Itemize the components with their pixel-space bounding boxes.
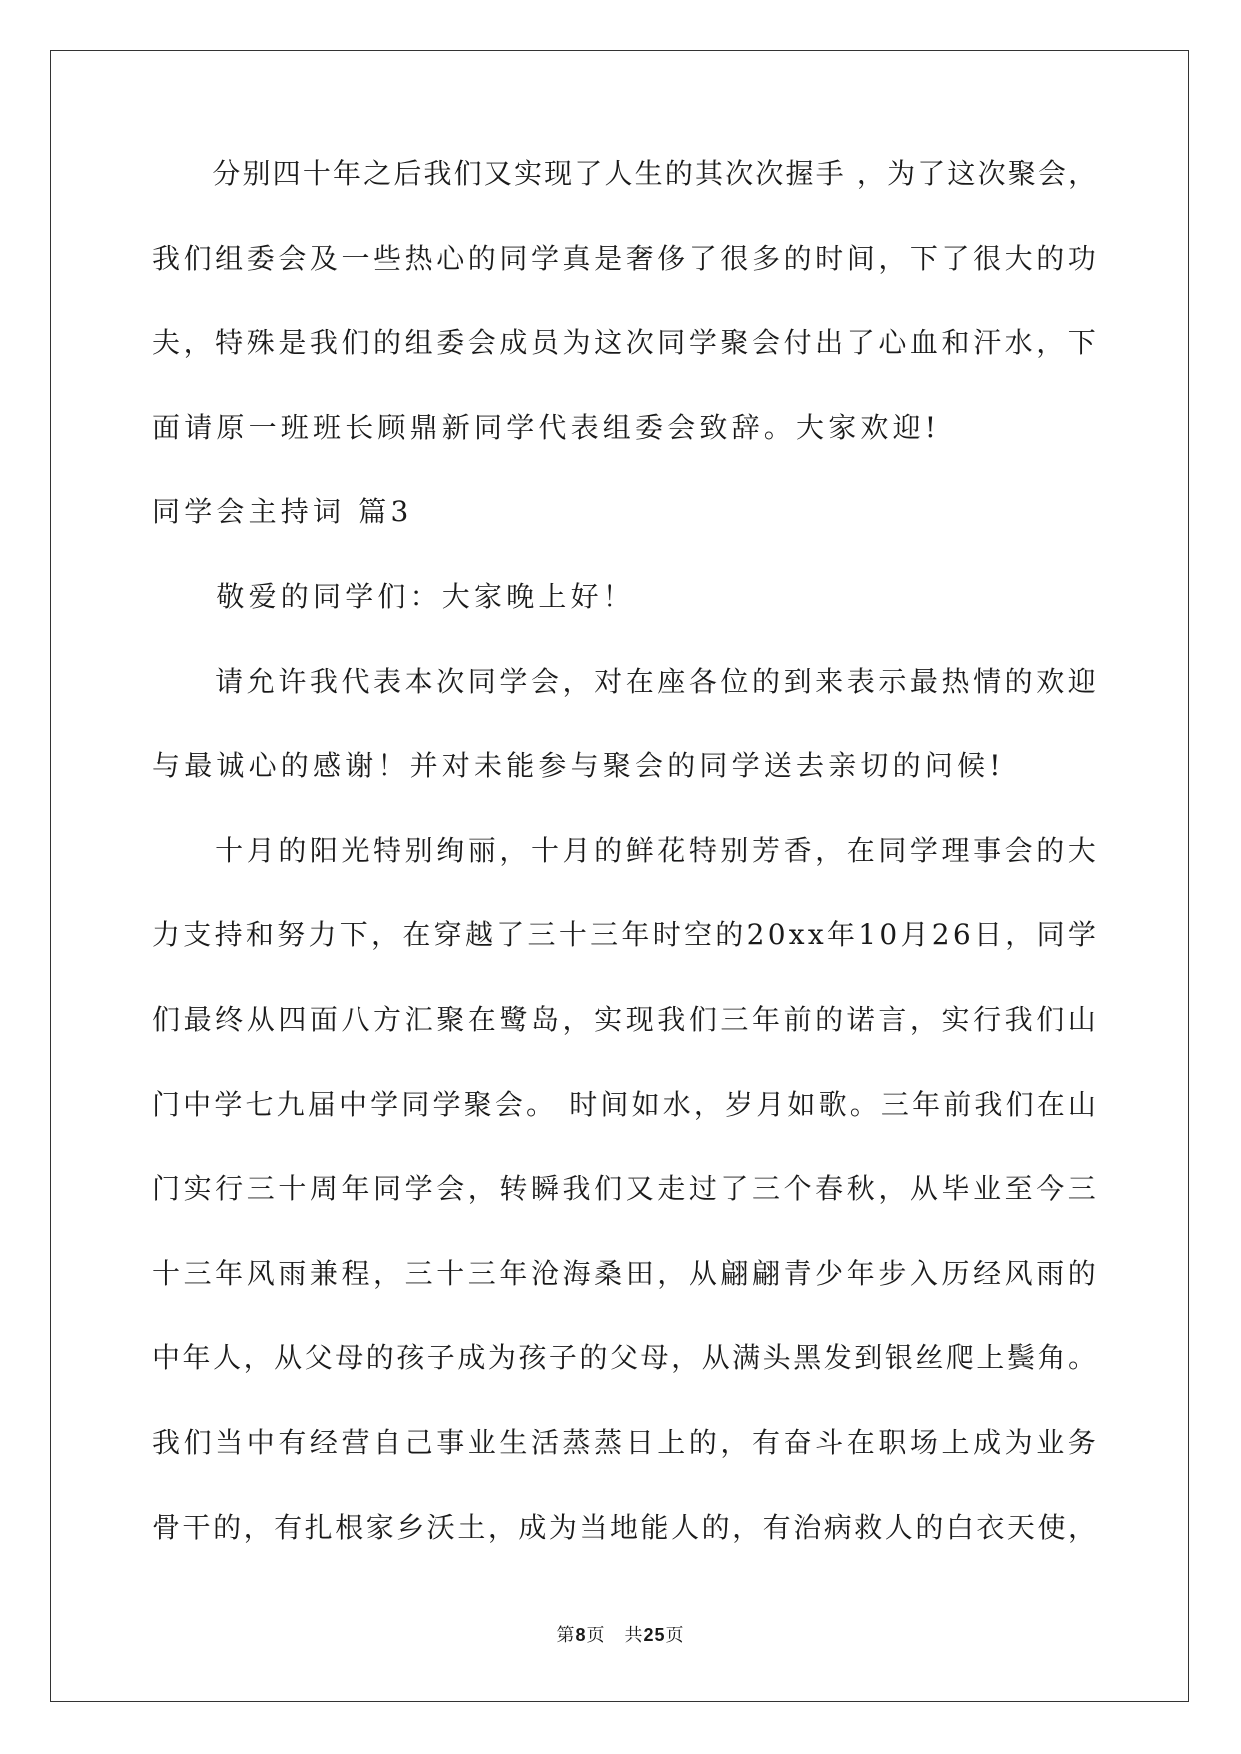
text-line: 骨干的，有扎根家乡沃土，成为当地能人的，有治病救人的白衣天使， [152, 1511, 1099, 1544]
text-line: 敬爱的同学们：大家晚上好！ [152, 580, 636, 613]
text-line: 夫，特殊是我们的组委会成员为这次同学聚会付出了心血和汗水，下 [152, 326, 1100, 359]
text-line: 请允许我代表本次同学会，对在座各位的到来表示最热情的欢迎 [152, 665, 1100, 698]
footer-mid: 页 共 [586, 1625, 644, 1646]
current-page-number: 8 [575, 1625, 587, 1645]
section-heading: 同学会主持词 篇3 [152, 495, 413, 528]
text-line: 我们组委会及一些热心的同学真是奢侈了很多的时间，下了很大的功 [152, 242, 1100, 275]
text-line: 中年人，从父母的孩子成为孩子的父母，从满头黑发到银丝爬上鬓角。 [152, 1341, 1099, 1374]
page-footer [0, 1623, 1241, 1648]
text-line: 十三年风雨兼程，三十三年沧海桑田，从翩翩青少年步入历经风雨的 [152, 1257, 1100, 1290]
text-line: 力支持和努力下，在穿越了三十三年时空的20xx年10月26日，同学 [152, 918, 1100, 951]
text-line: 们最终从四面八方汇聚在鹭岛，实现我们三年前的诺言，实行我们山 [152, 1003, 1100, 1036]
text-line: 门实行三十周年同学会，转瞬我们又走过了三个春秋，从毕业至今三 [152, 1172, 1100, 1205]
text-line: 门中学七九届中学同学聚会。 时间如水，岁月如歌。三年前我们在山 [152, 1088, 1100, 1121]
text-line: 面请原一班班长顾鼎新同学代表组委会致辞。大家欢迎! [152, 411, 941, 444]
total-pages-number: 25 [643, 1625, 666, 1645]
text-line: 十月的阳光特别绚丽，十月的鲜花特别芳香，在同学理事会的大 [152, 834, 1100, 867]
footer-suffix: 页 [665, 1625, 685, 1646]
footer-prefix: 第 [556, 1625, 576, 1646]
text-line: 与最诚心的感谢！并对未能参与聚会的同学送去亲切的问候! [152, 749, 1005, 782]
text-line: 分别四十年之后我们又实现了人生的其次次握手 ，为了这次聚会， [152, 157, 1099, 190]
text-line: 我们当中有经营自己事业生活蒸蒸日上的，有奋斗在职场上成为业务 [152, 1426, 1100, 1459]
